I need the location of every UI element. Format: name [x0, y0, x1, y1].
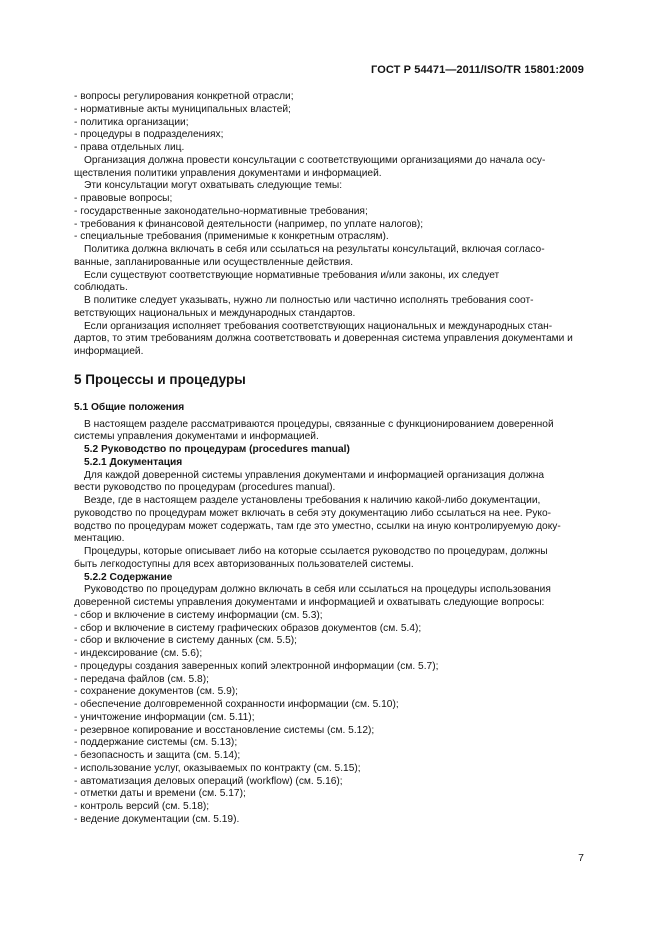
list-item: - государственные законодательно-нормативные требования; — [74, 205, 368, 217]
subsection-heading: 5.2.1 Документация — [84, 456, 183, 468]
paragraph-line: водство по процедурам может содержать, там где это уместно, ссылки на иную контролируемую доку- — [74, 520, 561, 532]
subsection-heading: 5.2 Руководство по процедурам (procedures manual) — [84, 444, 350, 455]
document-code-header: ГОСТ Р 54471—2011/ISO/TR 15801:2009 — [371, 64, 584, 76]
paragraph-line: ванные, запланированные или осуществленные действия. — [74, 256, 354, 268]
list-item: - специальные требования (применимые к конкретным отраслям). — [74, 231, 389, 243]
paragraph-line: В настоящем разделе рассматриваются процедуры, связанные с функционированием доверенной — [84, 418, 554, 430]
list-item: - требования к финансовой деятельности (например, по уплате налогов); — [74, 218, 424, 230]
paragraph-line: дартов, то этим требованиям должна соответствовать и доверенная система управления документами и — [74, 333, 573, 345]
paragraph-line: доверенной системы управления документами и информацией и охватывать следующие вопросы: — [74, 597, 545, 608]
paragraph-line: ветствующих национальных и международных стандартов. — [74, 307, 356, 319]
paragraph-line: быть легкодоступны для всех авторизованных пользователей системы. — [74, 558, 414, 570]
paragraph-line: информацией. — [74, 346, 144, 357]
paragraph-line: Процедуры, которые описывает либо на которые ссылается руководство по процедурам, должны — [84, 546, 548, 557]
list-item: - сбор и включение в систему информации (см. 5.3); — [74, 609, 323, 621]
list-item: - процедуры создания заверенных копий электронной информации (см. 5.7); — [74, 660, 439, 672]
list-item: - права отдельных лиц. — [74, 142, 185, 153]
section-heading: 5 Процессы и процедуры — [74, 371, 246, 387]
subsection-heading: 5.1 Общие положения — [74, 401, 185, 413]
subsection-heading: 5.2.2 Содержание — [84, 571, 173, 583]
paragraph-line: Везде, где в настоящем разделе установлены требования к наличию какой-либо документации, — [84, 495, 541, 506]
paragraph-line: соблюдать. — [74, 282, 128, 294]
paragraph-line: В политике следует указывать, нужно ли полностью или частично исполнять требования соот- — [84, 295, 534, 306]
paragraph-line: ментацию. — [74, 533, 125, 545]
paragraph-line: системы управления документами и информацией. — [74, 431, 319, 443]
list-item: - ведение документации (см. 5.19). — [74, 813, 240, 825]
list-item: - обеспечение долговременной сохранности информации (см. 5.10); — [74, 699, 399, 710]
list-item: - автоматизация деловых операций (workflow) (см. 5.16); — [74, 775, 343, 787]
list-item: - нормативные акты муниципальных властей; — [74, 103, 291, 115]
paragraph-line: Если организация исполняет требования соответствующих национальных и международных стан- — [84, 320, 553, 332]
list-item: - процедуры в подразделениях; — [74, 129, 224, 141]
list-item: - сохранение документов (см. 5.9); — [74, 686, 238, 698]
paragraph-line: Если существуют соответствующие нормативные требования и/или законы, их следует — [84, 269, 500, 281]
page-body — [74, 91, 585, 827]
list-item: - использование услуг, оказываемых по контракту (см. 5.15); — [74, 762, 361, 774]
list-item: - резервное копирование и восстановление системы (см. 5.12); — [74, 724, 375, 736]
paragraph-line: Эти консультации могут охватывать следующие темы: — [84, 180, 343, 192]
list-item: - политика организации; — [74, 116, 189, 128]
list-item: - сбор и включение в систему данных (см. 5.5); — [74, 635, 297, 647]
list-item: - индексирование (см. 5.6); — [74, 648, 203, 659]
list-item: - отметки даты и времени (см. 5.17); — [74, 788, 246, 800]
page-number: 7 — [578, 852, 584, 864]
list-item: - поддержание системы (см. 5.13); — [74, 737, 238, 749]
list-item: - уничтожение информации (см. 5.11); — [74, 711, 255, 723]
list-item: - контроль версий (см. 5.18); — [74, 801, 210, 812]
paragraph-line: Политика должна включать в себя или ссылаться на результаты консультаций, включая согласо- — [84, 244, 545, 255]
paragraph-line: Руководство по процедурам должно включать в себя или ссылаться на процедуры использования — [84, 584, 551, 596]
list-item: - вопросы регулирования конкретной отрасли; — [74, 91, 294, 102]
list-item: - правовые вопросы; — [74, 193, 173, 204]
list-item: - передача файлов (см. 5.8); — [74, 673, 209, 685]
paragraph-line: ществления политики управления документами и информацией. — [74, 167, 382, 179]
paragraph-line: Для каждой доверенной системы управления документами и информацией организация должна — [84, 469, 545, 481]
paragraph-line: руководство по процедурам может включать в себя эту документацию либо ссылаться на нее. Руко- — [74, 507, 552, 519]
paragraph-line: вести руководство по процедурам (procedures manual). — [74, 482, 336, 494]
list-item: - безопасность и защита (см. 5.14); — [74, 750, 241, 761]
list-item: - сбор и включение в систему графических образов документов (см. 5.4); — [74, 622, 422, 634]
paragraph-line: Организация должна провести консультации с соответствующими организациями до начала осу- — [84, 154, 546, 166]
